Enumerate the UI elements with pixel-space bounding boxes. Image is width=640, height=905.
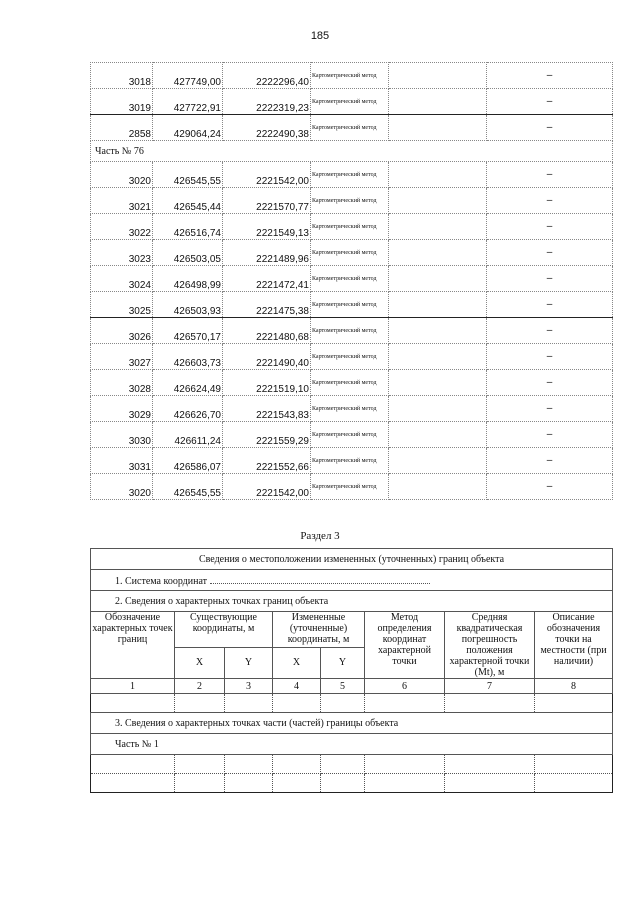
col-y-changed: Y [321,647,365,678]
coord-x: 426498,99 [153,266,223,292]
table-row [91,214,613,240]
method: Картометрический метод [311,370,389,396]
col-number: 8 [535,679,613,694]
point-number: 3025 [91,292,153,318]
dash: – [487,266,613,292]
col-number: 1 [91,679,175,694]
coord-x: 426545,55 [153,474,223,500]
coord-x: 426603,73 [153,344,223,370]
coord-y: 2221489,96 [223,240,311,266]
point-number: 2858 [91,115,153,141]
method: Картометрический метод [311,318,389,344]
point-number: 3024 [91,266,153,292]
table-row [91,266,613,292]
table-row [91,422,613,448]
empty-cell [389,266,487,292]
coord-y: 2221519,10 [223,370,311,396]
table-row [91,188,613,214]
empty-row [91,774,613,793]
table-row [91,448,613,474]
empty-cell [389,474,487,500]
column-numbers-row [91,679,613,694]
dash: – [487,162,613,188]
coord-x: 426516,74 [153,214,223,240]
col-number: 4 [273,679,321,694]
part-label: Часть № 76 [91,141,613,162]
table-row [91,292,613,318]
dash: – [487,63,613,89]
section3-header: Сведения о местоположении измененных (уточненных) границ объекта [91,549,613,570]
point-number: 3023 [91,240,153,266]
col-number: 3 [225,679,273,694]
coordinate-system-blank [210,574,430,584]
col-point-designation: Обозначение характерных точек границ [91,612,175,679]
empty-cell [389,448,487,474]
col-description: Описание обозначения точки на местности (при наличии) [535,612,613,679]
table-row [91,318,613,344]
coord-x: 426626,70 [153,396,223,422]
coord-y: 2221475,38 [223,292,311,318]
table-row [91,162,613,188]
empty-cell [389,188,487,214]
coord-x: 426545,44 [153,188,223,214]
dash: – [487,214,613,240]
method: Картометрический метод [311,188,389,214]
point-number: 3019 [91,89,153,115]
method: Картометрический метод [311,115,389,141]
coord-x: 427749,00 [153,63,223,89]
dash: – [487,370,613,396]
coord-x: 426586,07 [153,448,223,474]
dash: – [487,474,613,500]
point-number: 3028 [91,370,153,396]
section-title: Раздел 3 [300,530,340,542]
col-number: 5 [321,679,365,694]
point-number: 3029 [91,396,153,422]
point-number: 3021 [91,188,153,214]
method: Картометрический метод [311,344,389,370]
table-row [91,63,613,89]
col-number: 6 [365,679,445,694]
empty-cell [389,396,487,422]
table-row [91,474,613,500]
method: Картометрический метод [311,422,389,448]
coord-y: 2221543,83 [223,396,311,422]
point-number: 3027 [91,344,153,370]
empty-cell [389,292,487,318]
coord-y: 2221472,41 [223,266,311,292]
method: Картометрический метод [311,214,389,240]
coord-x: 426545,55 [153,162,223,188]
method: Картометрический метод [311,89,389,115]
table-row [91,89,613,115]
point-number: 3026 [91,318,153,344]
col-method: Метод определения координат характерной точки [365,612,445,679]
table-row [91,240,613,266]
coord-y: 2221542,00 [223,474,311,500]
coordinate-system-label: 1. Система координат [115,575,208,587]
table-row [91,396,613,422]
coord-x: 426503,93 [153,292,223,318]
empty-cell [389,162,487,188]
coord-y: 2221552,66 [223,448,311,474]
point-number: 3022 [91,214,153,240]
page-number: 185 [310,30,330,42]
empty-cell [389,214,487,240]
empty-row [91,694,613,713]
dash: – [487,292,613,318]
empty-row [91,755,613,774]
col-number: 7 [445,679,535,694]
empty-cell [389,115,487,141]
coord-y: 2221559,29 [223,422,311,448]
col-x: X [175,647,225,678]
coord-y: 2221480,68 [223,318,311,344]
method: Картометрический метод [311,63,389,89]
method: Картометрический метод [311,448,389,474]
coord-y: 2222319,23 [223,89,311,115]
table-row [91,344,613,370]
col-mean-error: Средняя квадратическая погрешность положения характерной точки (Mt), м [445,612,535,679]
coord-y: 2221549,13 [223,214,311,240]
dash: – [487,396,613,422]
table-row [91,115,613,141]
dash: – [487,240,613,266]
table-row [91,370,613,396]
col-number: 2 [175,679,225,694]
empty-cell [389,318,487,344]
dash: – [487,422,613,448]
coord-x: 426570,17 [153,318,223,344]
coord-y: 2221542,00 [223,162,311,188]
method: Картометрический метод [311,292,389,318]
point-number: 3020 [91,474,153,500]
col-changed-coords: Измененные (уточненные) координаты, м [273,612,365,648]
empty-cell [389,240,487,266]
coord-x: 429064,24 [153,115,223,141]
point-number: 3030 [91,422,153,448]
dash: – [487,188,613,214]
method: Картометрический метод [311,266,389,292]
dash: – [487,344,613,370]
dash: – [487,115,613,141]
coordinates-table [90,62,613,500]
col-x-changed: X [273,647,321,678]
empty-cell [389,344,487,370]
coordinate-system-row [91,570,613,591]
col-existing-coords: Существующие координаты, м [175,612,273,648]
part-row [91,141,613,162]
coord-y: 2221490,40 [223,344,311,370]
coord-x: 426611,24 [153,422,223,448]
empty-cell [389,89,487,115]
empty-cell [389,422,487,448]
empty-cell [389,370,487,396]
coord-y: 2222296,40 [223,63,311,89]
point-number: 3020 [91,162,153,188]
empty-cell [389,63,487,89]
dash: – [487,318,613,344]
method: Картометрический метод [311,474,389,500]
coord-x: 426624,49 [153,370,223,396]
col-y: Y [225,647,273,678]
coord-y: 2221570,77 [223,188,311,214]
coord-x: 427722,91 [153,89,223,115]
point-number: 3031 [91,448,153,474]
point-number: 3018 [91,63,153,89]
part-points-label: 3. Сведения о характерных точках части (частей) границы объекта [91,713,613,734]
part-label: Часть № 1 [91,734,613,755]
dash: – [487,448,613,474]
coord-y: 2222490,38 [223,115,311,141]
dash: – [487,89,613,115]
coord-x: 426503,05 [153,240,223,266]
method: Картометрический метод [311,396,389,422]
section3-table [90,548,613,793]
method: Картометрический метод [311,162,389,188]
points-info-label: 2. Сведения о характерных точках границ объекта [91,591,613,612]
method: Картометрический метод [311,240,389,266]
